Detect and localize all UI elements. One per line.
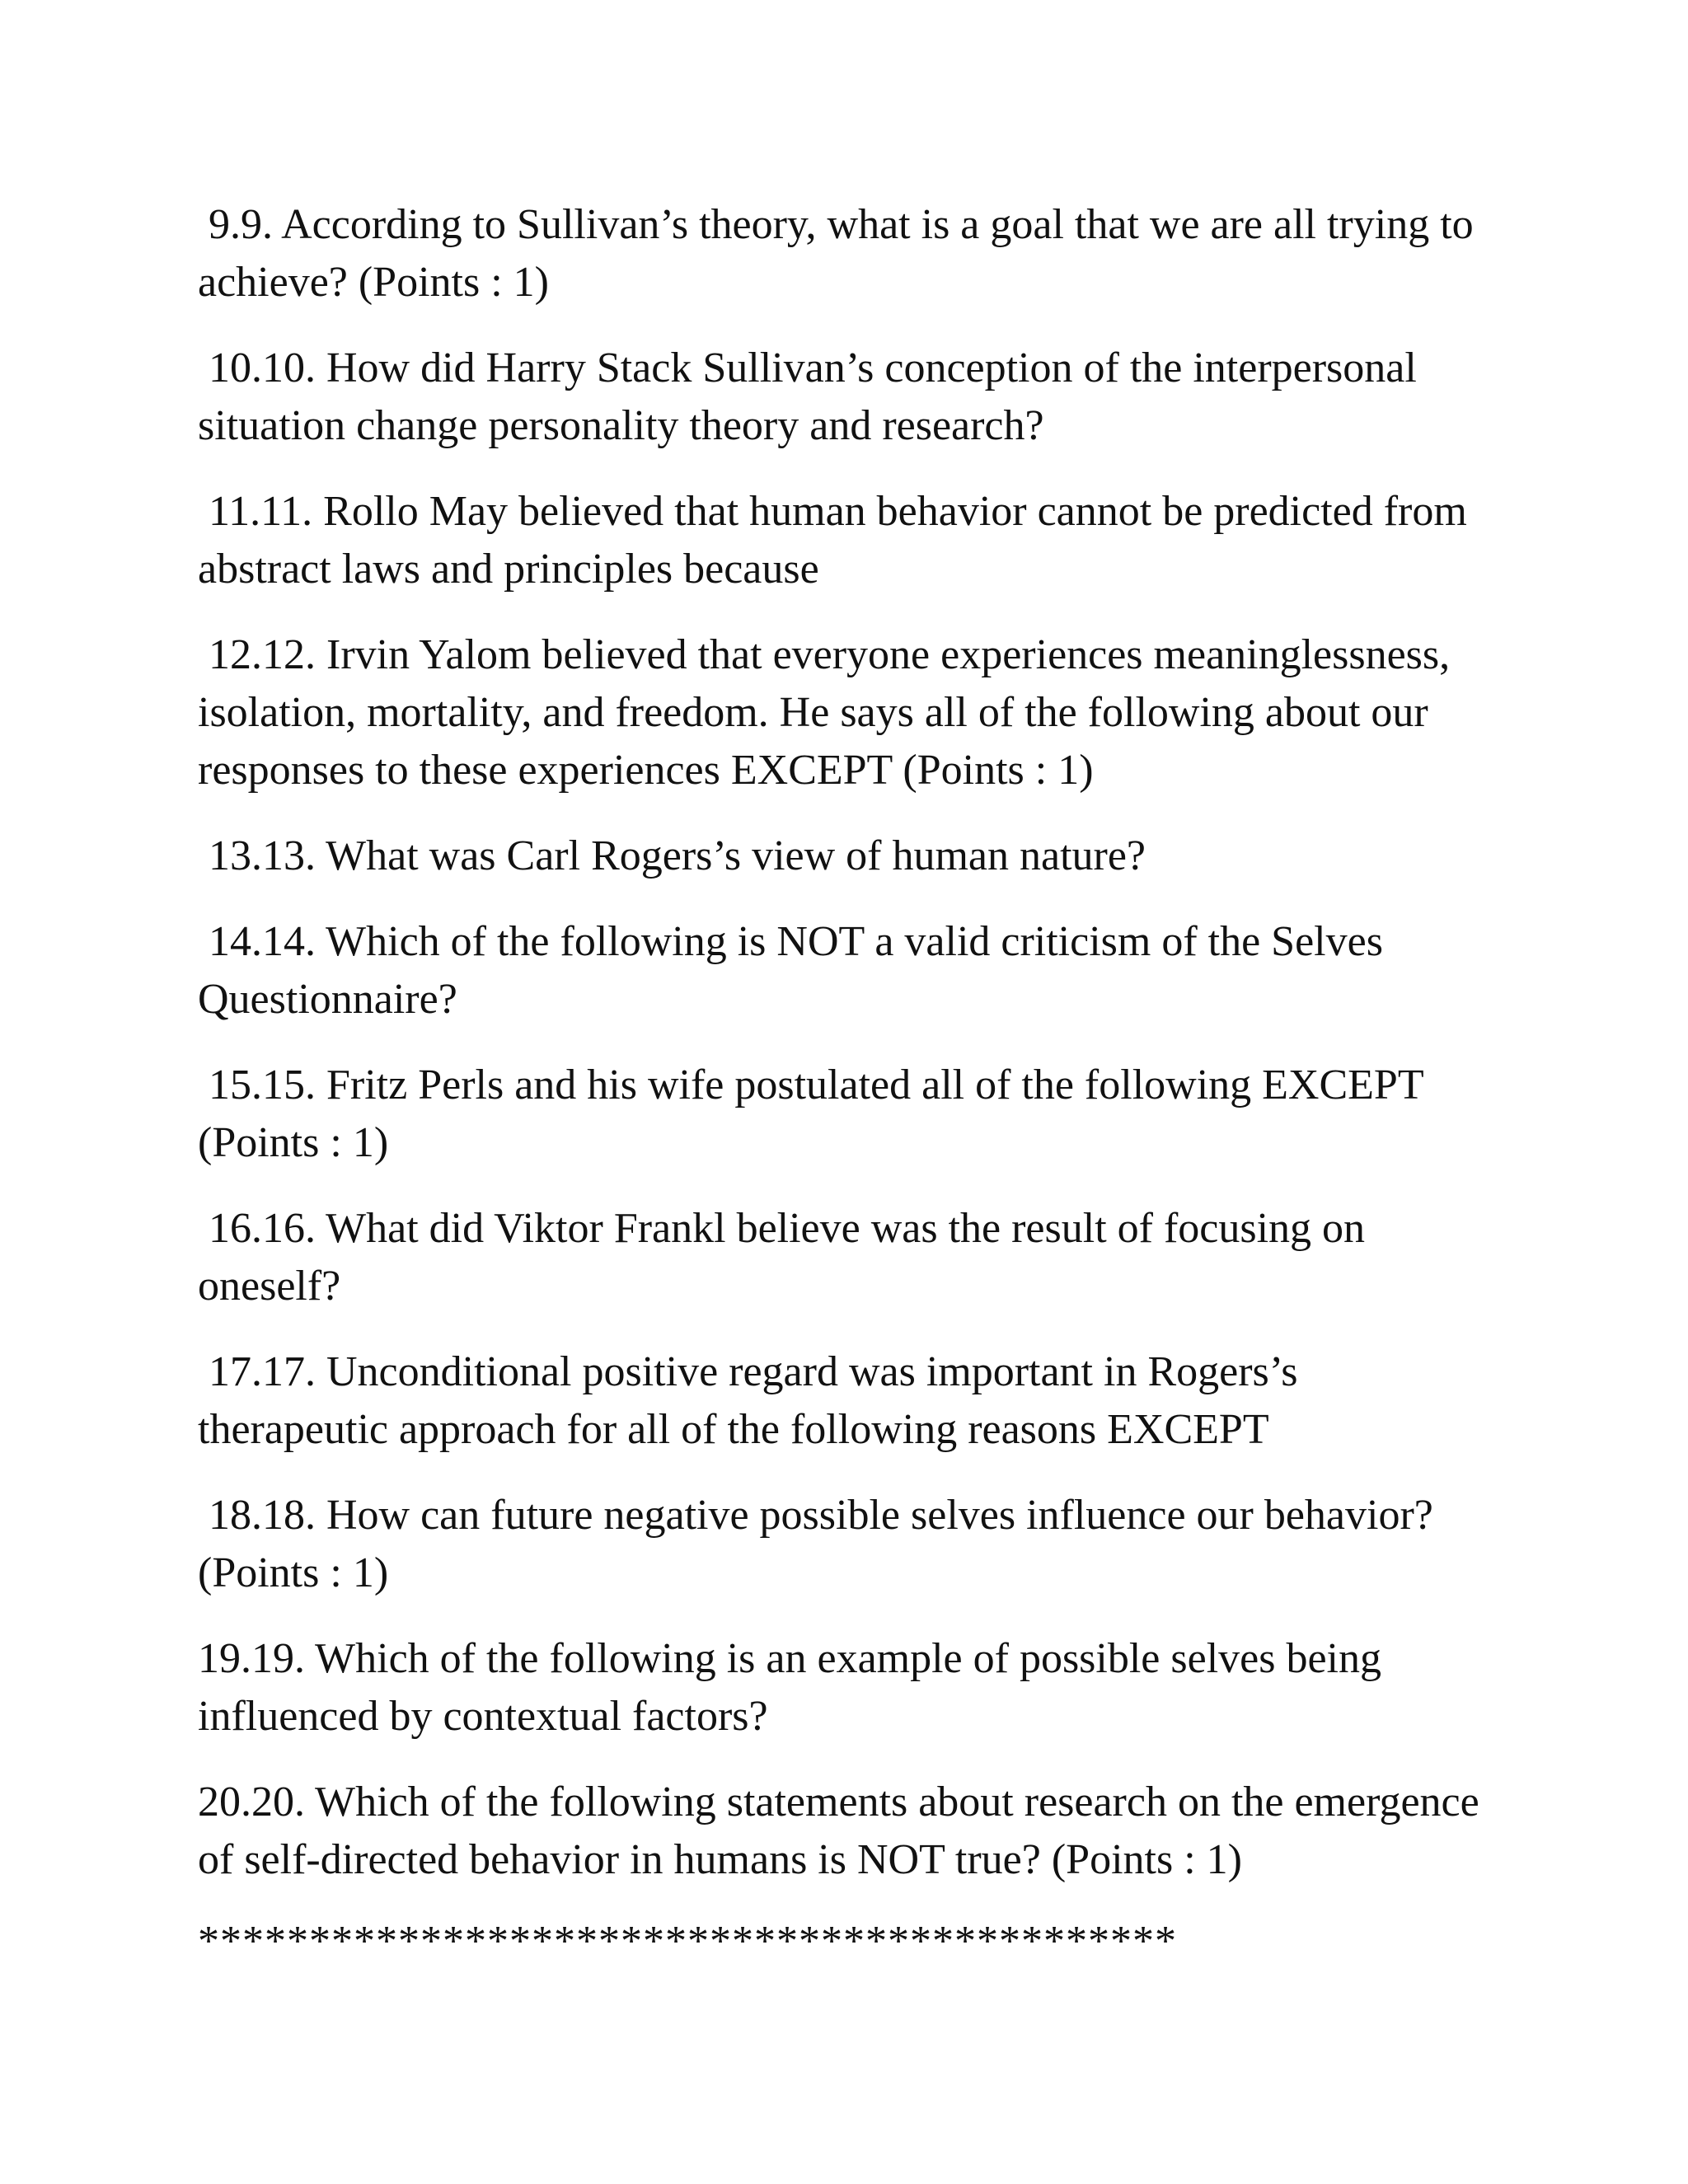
question-9 (198, 196, 1484, 312)
asterisk-separator: ******************************************** (198, 1918, 1177, 1965)
question-10 (198, 340, 1484, 455)
question-text: 14.14. Which of the following is NOT a valid criticism of the Selves Questionnaire? (198, 918, 1383, 1023)
question-text: 10.10. How did Harry Stack Sullivan’s conception of the interpersonal situation change personality theory and research? (198, 344, 1417, 449)
question-text: 13.13. What was Carl Rogers’s view of human nature? (209, 832, 1146, 879)
question-text: 19.19. Which of the following is an example of possible selves being influenced by contextual factors? (198, 1635, 1381, 1740)
question-text: 11.11. Rollo May believed that human behavior cannot be predicted from abstract laws and principles because (198, 488, 1467, 593)
question-20 (198, 1774, 1484, 1889)
question-text: 16.16. What did Viktor Frankl believe was the result of focusing on oneself? (198, 1205, 1366, 1310)
question-text: 12.12. Irvin Yalom believed that everyone experiences meaninglessness, isolation, mortality, and freedom. He says all of the following about our responses to these experiences EXCEPT (Points : 1) (198, 631, 1451, 794)
question-16 (198, 1200, 1484, 1315)
question-18 (198, 1487, 1484, 1602)
question-text: 17.17. Unconditional positive regard was important in Rogers’s therapeutic approach for all of the following reasons EXCEPT (198, 1348, 1298, 1453)
question-14 (198, 913, 1484, 1029)
question-15 (198, 1057, 1484, 1172)
question-list (198, 196, 1484, 1966)
question-text: 20.20. Which of the following statements about research on the emergence of self-directed behavior in humans is NOT true? (Points : 1) (198, 1779, 1479, 1883)
question-11 (198, 483, 1484, 598)
question-17 (198, 1343, 1484, 1459)
question-19 (198, 1630, 1484, 1746)
question-13 (198, 827, 1484, 885)
question-text: 15.15. Fritz Perls and his wife postulated all of the following EXCEPT (Points : 1) (198, 1062, 1423, 1166)
question-12 (198, 626, 1484, 799)
question-text: 18.18. How can future negative possible selves influence our behavior? (Points : 1) (198, 1492, 1433, 1596)
question-text: 9.9. According to Sullivan’s theory, what is a goal that we are all trying to achieve? (Points : 1) (198, 201, 1474, 306)
